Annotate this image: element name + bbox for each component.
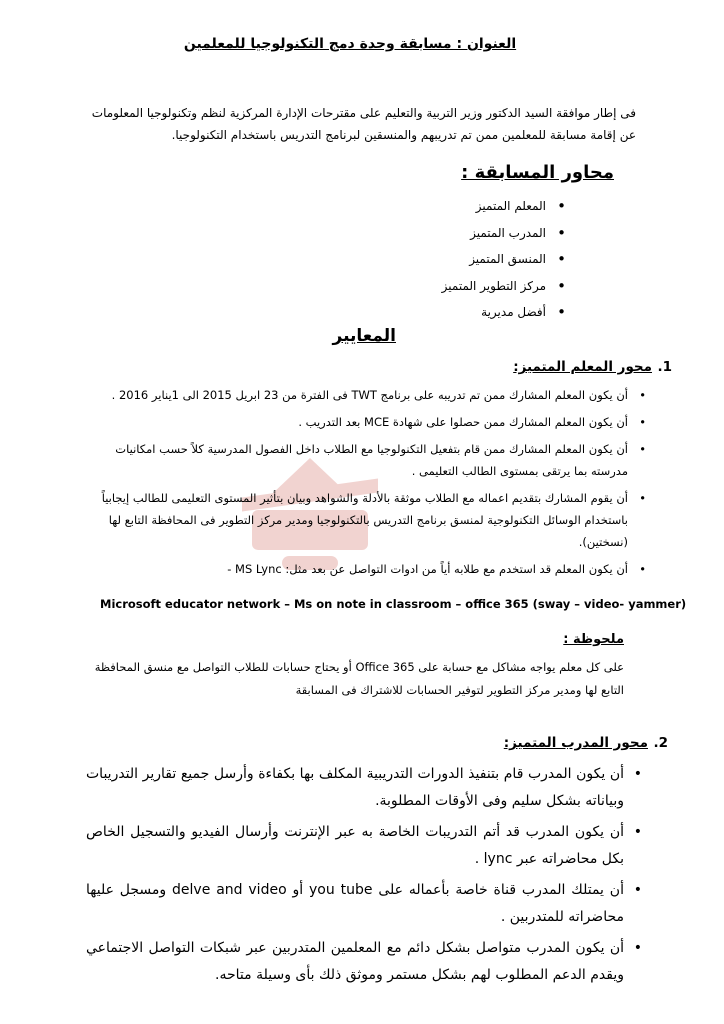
note-heading: ملحوظة : (563, 632, 624, 647)
axes-item: • مركز التطوير المتميز (442, 276, 566, 303)
axes-item: • المنسق المتميز (442, 249, 566, 276)
criteria-heading: المعايير (332, 326, 396, 346)
list-item: • أن يمتلك المدرب قناة خاصة بأعماله على you tube أو delve and video ومسجل عليها محاضراته للمتدربين . (86, 877, 638, 931)
section2-heading (503, 735, 668, 751)
intro-paragraph: فى إطار موافقة السيد الدكتور وزير التربية والتعليم على مقترحات الإدارة المركزية لنظم وتكنولوجيا المعلومات عن إقامة مسابقة للمعلمين ممن تم تدريبهم والمنسقين لبرنامج التدريس باستخدام التكنولوجيا. (91, 106, 636, 142)
axes-item: • المدرب المتميز (442, 223, 566, 250)
note-body: على كل معلم يواجه مشاكل مع حسابة على Office 365 أو يحتاج حسابات للطلاب التواصل مع منسق المحافظة التابع لها ومدير مركز التطوير لتوفير الحسابات للاشتراك فى المسابقة (94, 660, 624, 697)
list-item: • أن يقوم المشارك بتقديم اعماله مع الطلاب موثقة بالأدلة والشواهد وبيان بتأثير المستوى التعليمى للطالب إيجابياً باستخدام الوسائل التكنولوجية لمنسق برنامج التدريس بالتكنولوجيا ومدير مركز التطوير فى المحافظة التابع لها (نسختين). (82, 487, 642, 553)
section2-list (86, 761, 638, 989)
axes-item: • أفضل مديرية (442, 302, 566, 329)
list-item: • أن يكون المعلم قد استخدم مع طلابه أياً من ادوات التواصل عن بعد مثل: MS Lync - (82, 558, 642, 580)
list-item: • أن يكون المدرب قد أتم التدريبات الخاصة به عبر الإنترنت وأرسال الفيديو والتسجيل الخاص بكل محاضراته عبر lync . (86, 819, 638, 873)
section1-title: محور المعلم المتميز: (513, 359, 652, 375)
page-title: العنوان : مسابقة وحدة دمج التكنولوجيا للمعلمين (183, 36, 517, 52)
section2-number: 2. (653, 735, 668, 751)
list-item: • أن يكون المدرب متواصل بشكل دائم مع المعلمين المتدربين عبر شبكات التواصل الاجتماعي ويقدم الدعم المطلوب لهم بشكل مستمر وموثق ذلك بأى وسيلة متاحه. (86, 935, 638, 989)
axes-item: • المعلم المتميز (442, 196, 566, 223)
section1-list (82, 384, 642, 585)
list-item: • أن يكون المعلم المشارك ممن قام بتفعيل التكنولوجيا مع الطلاب داخل الفصول المدرسية كلاً حسب امكانيات مدرسته بما يرتقى بمستوى الطالب التعليمى . (82, 438, 642, 482)
list-item: • أن يكون المعلم المشارك ممن تم تدريبه على برنامج TWT فى الفترة من 23 ابريل 2015 الى 1يناير 2016 . (82, 384, 642, 406)
section1-heading (513, 359, 672, 375)
axes-list (442, 196, 566, 329)
section2-title: محور المدرب المتميز: (503, 735, 648, 751)
ms-tools-line: Microsoft educator network – Ms on note in classroom – office 365 (sway – video- yammer) (100, 597, 687, 611)
list-item: • أن يكون المعلم المشارك ممن حصلوا على شهادة MCE بعد التدريب . (82, 411, 642, 433)
section1-number: 1. (657, 359, 672, 375)
list-item: • أن يكون المدرب قام بتنفيذ الدورات التدريبية المكلف بها بكفاءة وأرسل جميع تقارير التدريبات وبياناته بشكل سليم وفى الأوقات المطلوبة. (86, 761, 638, 815)
axes-heading: محاور المسابقة : (461, 162, 614, 183)
